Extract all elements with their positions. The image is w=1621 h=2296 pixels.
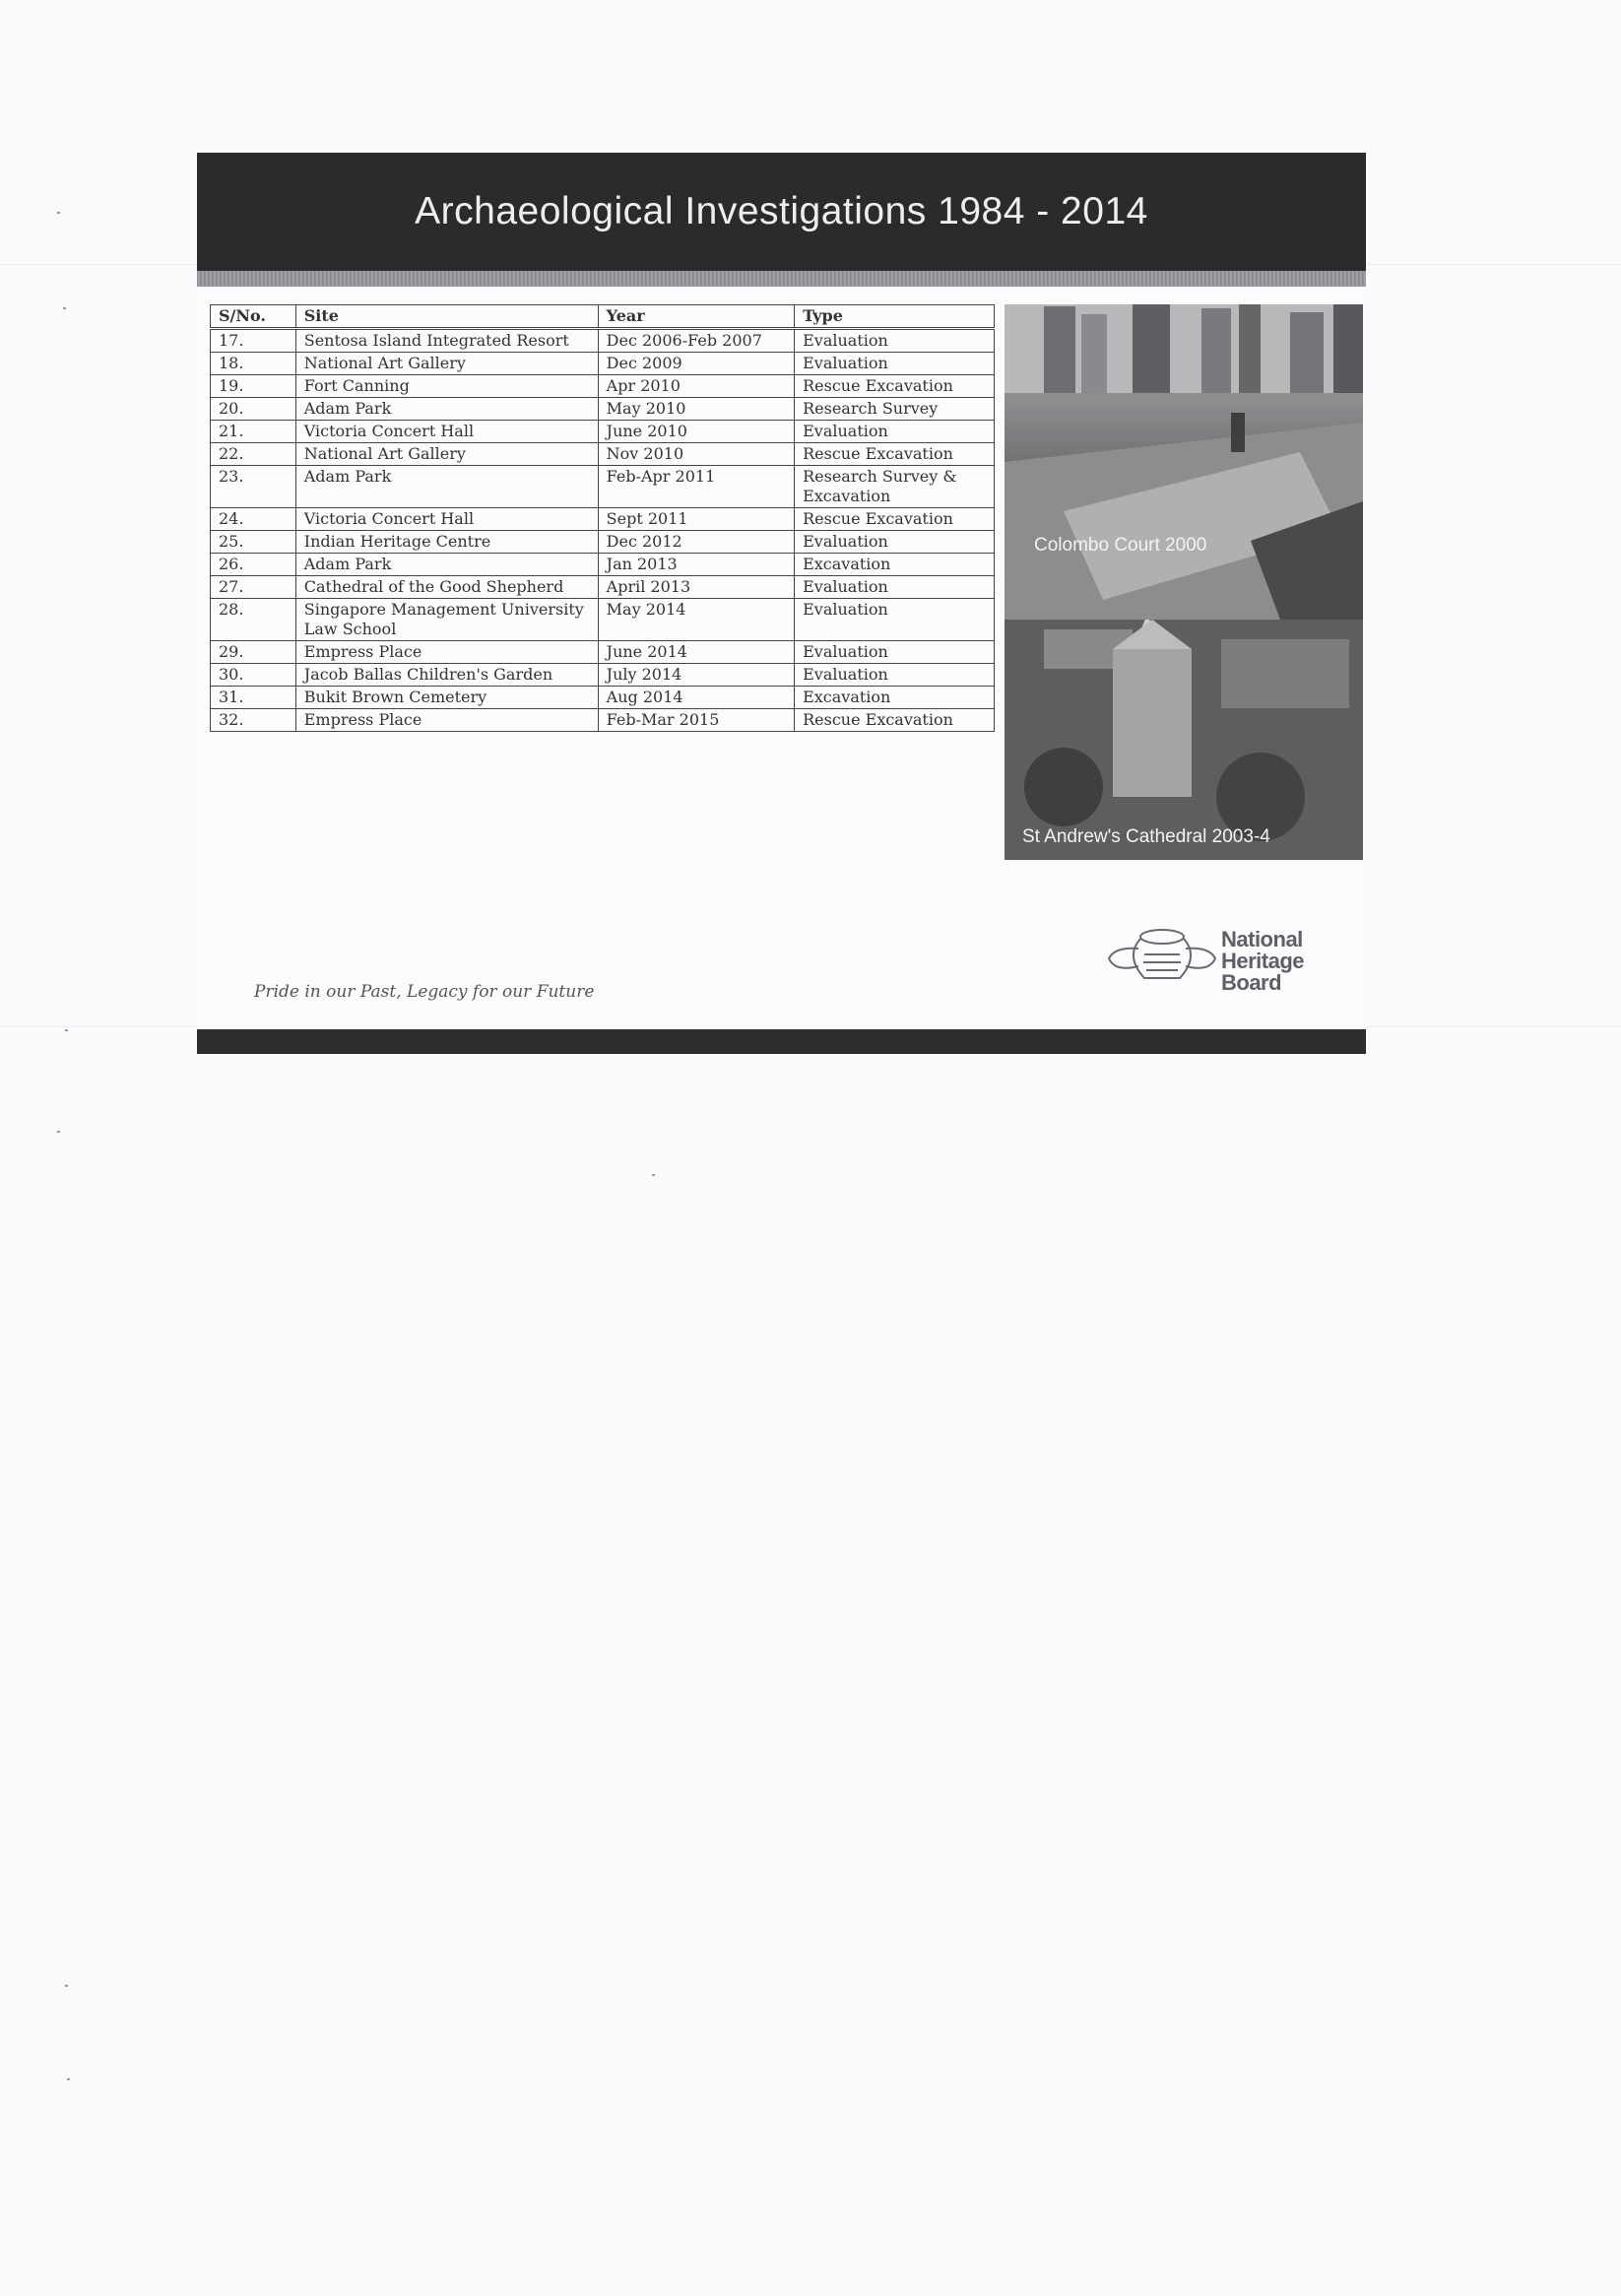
cell-site: Empress Place <box>295 709 598 732</box>
cell-site: Fort Canning <box>295 375 598 398</box>
cell-year: April 2013 <box>598 576 794 599</box>
cell-type: Research Survey & Excavation <box>795 466 995 508</box>
cell-type: Evaluation <box>795 531 995 554</box>
cell-year: May 2014 <box>598 599 794 641</box>
table-row <box>211 329 995 353</box>
cell-sno: 27. <box>211 576 296 599</box>
logo-line-board: Board <box>1221 970 1282 995</box>
table-row <box>211 664 995 687</box>
scan-speck <box>65 1029 68 1031</box>
cell-year: Sept 2011 <box>598 508 794 531</box>
cell-year: Dec 2012 <box>598 531 794 554</box>
cell-site: Victoria Concert Hall <box>295 508 598 531</box>
cell-site: Adam Park <box>295 466 598 508</box>
cell-sno: 26. <box>211 554 296 576</box>
cell-sno: 18. <box>211 353 296 375</box>
slide <box>197 153 1366 1054</box>
cell-site: Empress Place <box>295 641 598 664</box>
cell-type: Excavation <box>795 687 995 709</box>
scan-speck <box>63 307 66 309</box>
cell-sno: 19. <box>211 375 296 398</box>
cell-year: Aug 2014 <box>598 687 794 709</box>
header-sno: S/No. <box>211 305 296 329</box>
cell-year: July 2014 <box>598 664 794 687</box>
cell-year: May 2010 <box>598 398 794 421</box>
cell-type: Evaluation <box>795 641 995 664</box>
table-row <box>211 443 995 466</box>
photo-caption-colombo-court: Colombo Court 2000 <box>1034 535 1207 556</box>
cell-sno: 28. <box>211 599 296 641</box>
title-bar <box>197 153 1366 271</box>
cell-year: Nov 2010 <box>598 443 794 466</box>
cell-type: Rescue Excavation <box>795 375 995 398</box>
nhb-logo-text <box>1221 929 1304 994</box>
cell-type: Evaluation <box>795 353 995 375</box>
excavation-site-image <box>1005 393 1363 620</box>
cell-sno: 29. <box>211 641 296 664</box>
cell-site: National Art Gallery <box>295 443 598 466</box>
table-row <box>211 599 995 641</box>
cell-sno: 23. <box>211 466 296 508</box>
cell-site: National Art Gallery <box>295 353 598 375</box>
table-row <box>211 531 995 554</box>
header-year: Year <box>598 305 794 329</box>
cell-year: June 2014 <box>598 641 794 664</box>
cell-sno: 32. <box>211 709 296 732</box>
cell-type: Evaluation <box>795 329 995 353</box>
title-stripe <box>197 271 1366 287</box>
cell-site: Indian Heritage Centre <box>295 531 598 554</box>
table-row <box>211 687 995 709</box>
table-row <box>211 576 995 599</box>
cell-site: Jacob Ballas Children's Garden <box>295 664 598 687</box>
cell-sno: 30. <box>211 664 296 687</box>
cell-sno: 20. <box>211 398 296 421</box>
cell-type: Excavation <box>795 554 995 576</box>
cell-type: Evaluation <box>795 576 995 599</box>
cell-type: Evaluation <box>795 599 995 641</box>
cell-year: Jan 2013 <box>598 554 794 576</box>
cell-site: Victoria Concert Hall <box>295 421 598 443</box>
cell-type: Research Survey <box>795 398 995 421</box>
table-header-row <box>211 305 995 329</box>
table-row <box>211 508 995 531</box>
table-row <box>211 421 995 443</box>
cell-sno: 22. <box>211 443 296 466</box>
cell-year: Feb-Apr 2011 <box>598 466 794 508</box>
logo-line-national: National <box>1221 927 1303 951</box>
cell-site: Adam Park <box>295 554 598 576</box>
scan-speck <box>652 1174 655 1176</box>
logo-line-heritage: Heritage <box>1221 949 1305 973</box>
cell-sno: 24. <box>211 508 296 531</box>
table-row <box>211 353 995 375</box>
cell-sno: 21. <box>211 421 296 443</box>
header-type: Type <box>795 305 995 329</box>
cell-year: Dec 2009 <box>598 353 794 375</box>
cell-type: Rescue Excavation <box>795 443 995 466</box>
cell-site: Cathedral of the Good Shepherd <box>295 576 598 599</box>
cell-site: Bukit Brown Cemetery <box>295 687 598 709</box>
cell-type: Rescue Excavation <box>795 709 995 732</box>
cell-sno: 31. <box>211 687 296 709</box>
scan-speck <box>57 212 60 214</box>
footer-bar <box>197 1029 1366 1054</box>
skyline-image <box>1005 304 1363 393</box>
cell-site: Sentosa Island Integrated Resort <box>295 329 598 353</box>
scan-speck <box>67 2078 70 2080</box>
table-row <box>211 375 995 398</box>
slide-tagline: Pride in our Past, Legacy for our Future <box>254 982 595 1002</box>
site-photo-collage <box>1005 304 1363 860</box>
table-row <box>211 398 995 421</box>
cell-sno: 17. <box>211 329 296 353</box>
cell-site: Adam Park <box>295 398 598 421</box>
cell-year: Apr 2010 <box>598 375 794 398</box>
cell-year: Dec 2006-Feb 2007 <box>598 329 794 353</box>
cell-type: Rescue Excavation <box>795 508 995 531</box>
cell-site: Singapore Management University Law School <box>295 599 598 641</box>
cell-sno: 25. <box>211 531 296 554</box>
table-row <box>211 466 995 508</box>
cell-year: Feb-Mar 2015 <box>598 709 794 732</box>
cell-year: June 2010 <box>598 421 794 443</box>
scan-speck <box>57 1131 60 1133</box>
cell-type: Evaluation <box>795 664 995 687</box>
table-row <box>211 709 995 732</box>
investigations-table <box>210 304 995 732</box>
slide-title: Archaeological Investigations 1984 - 2014 <box>415 190 1148 232</box>
table-row <box>211 641 995 664</box>
table-row <box>211 554 995 576</box>
cell-type: Evaluation <box>795 421 995 443</box>
cathedral-image <box>1005 620 1363 860</box>
photo-caption-st-andrews: St Andrew's Cathedral 2003-4 <box>1022 826 1270 847</box>
header-site: Site <box>295 305 598 329</box>
scan-speck <box>65 1985 68 1987</box>
